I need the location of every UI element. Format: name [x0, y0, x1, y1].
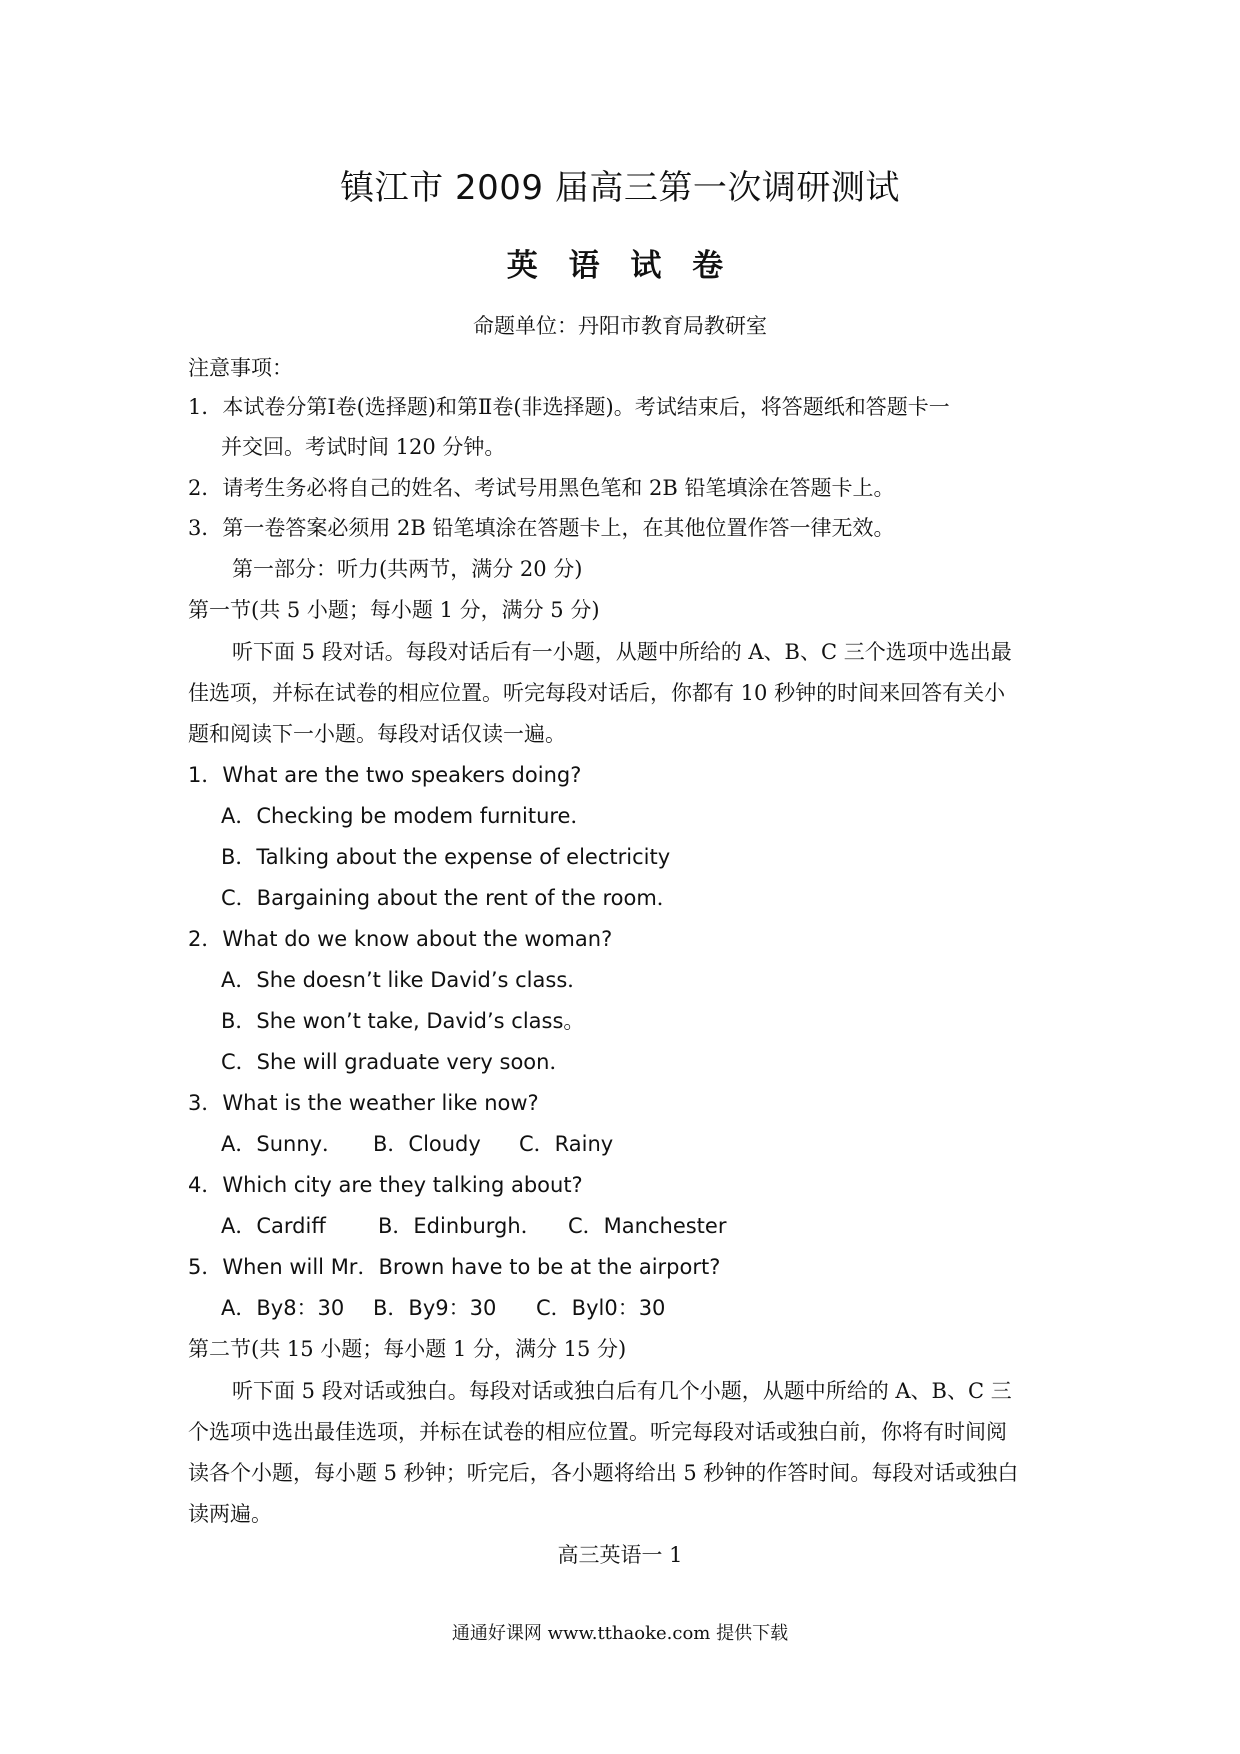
question-5-option-c: C．Byl0：30: [536, 1296, 666, 1320]
question-5: 5．When will Mr．Brown have to be at the airport?: [188, 1255, 721, 1279]
exam-title: 镇江市 2009 届高三第一次调研测试: [340, 168, 900, 208]
question-3-option-c: C．Rainy: [519, 1132, 614, 1156]
question-5-options: [221, 1294, 665, 1322]
section2-instruction-2: 个选项中选出最佳选项，并标在试卷的相应位置。听完每段对话或独白前，你将有时间阅: [188, 1420, 1007, 1444]
question-5-option-a: A．By8：30: [221, 1296, 345, 1320]
section2-instruction-1: 听下面 5 段对话或独白。每段对话或独白后有几个小题，从题中所给的 A、B、C 三: [232, 1379, 1012, 1403]
question-3-options: [221, 1130, 613, 1158]
note-item-2: 2．请考生务必将自己的姓名、考试号用黑色笔和 2B 铅笔填涂在答题卡上。: [188, 476, 895, 500]
download-footer: 通通好课网 www.tthaoke.com 提供下载: [451, 1623, 789, 1644]
question-4: 4．Which city are they talking about?: [188, 1173, 583, 1197]
question-1-option-a: A．Checking be modem furniture．: [221, 804, 592, 828]
question-4-option-a: A．Cardiff: [221, 1214, 326, 1238]
question-2: 2．What do we know about the woman?: [188, 927, 613, 951]
question-3-option-a: A．Sunny．: [221, 1132, 344, 1156]
section2-instruction-4: 读两遍。: [188, 1502, 272, 1526]
question-3-option-b: B．Cloudy: [373, 1132, 481, 1156]
question-1-option-c: C．Bargaining about the rent of the room．: [221, 886, 678, 910]
question-4-option-c: C．Manchester: [568, 1214, 727, 1238]
section1-heading: 第一节(共 5 小题；每小题 1 分，满分 5 分): [188, 598, 600, 622]
notes-heading: 注意事项：: [188, 356, 293, 380]
note-item-1-cont: 并交回。考试时间 120 分钟。: [221, 435, 506, 459]
question-1: 1．What are the two speakers doing?: [188, 763, 582, 787]
section2-instruction-3: 读各个小题，每小题 5 秒钟；听完后，各小题将给出 5 秒钟的作答时间。每段对话或独白: [188, 1461, 1019, 1485]
question-2-option-a: A．She doesn’t like David’s class．: [221, 968, 589, 992]
note-item-1: 1．本试卷分第Ⅰ卷(选择题)和第Ⅱ卷(非选择题)。考试结束后，将答题纸和答题卡一: [188, 395, 950, 419]
note-item-3: 3．第一卷答案必须用 2B 铅笔填涂在答题卡上，在其他位置作答一律无效。: [188, 516, 895, 540]
question-4-option-b: B．Edinburgh．: [378, 1214, 542, 1238]
page-label: 高三英语一 1: [557, 1543, 683, 1567]
section1-instruction-2: 佳选项，并标在试卷的相应位置。听完每段对话后，你都有 10 秒钟的时间来回答有关小: [188, 681, 1006, 705]
section1-instruction-1: 听下面 5 段对话。每段对话后有一小题，从题中所给的 A、B、C 三个选项中选出最: [232, 640, 1012, 664]
question-4-options: [221, 1212, 726, 1240]
section1-instruction-3: 题和阅读下一小题。每段对话仅读一遍。: [188, 722, 566, 746]
question-1-option-b: B．Talking about the expense of electricity: [221, 845, 671, 869]
exam-subtitle: 英 语 试 卷: [506, 248, 734, 284]
question-2-option-b: B．She won’t take, David’s class。: [221, 1009, 585, 1033]
question-3: 3．What is the weather like now?: [188, 1091, 539, 1115]
question-2-option-c: C．She will graduate very soon．: [221, 1050, 571, 1074]
section2-heading: 第二节(共 15 小题；每小题 1 分，满分 15 分): [188, 1337, 627, 1361]
part1-heading: 第一部分：听力(共两节，满分 20 分): [232, 557, 583, 581]
exam-author: 命题单位：丹阳市教育局教研室: [473, 314, 767, 338]
question-5-option-b: B．By9：30: [373, 1296, 497, 1320]
